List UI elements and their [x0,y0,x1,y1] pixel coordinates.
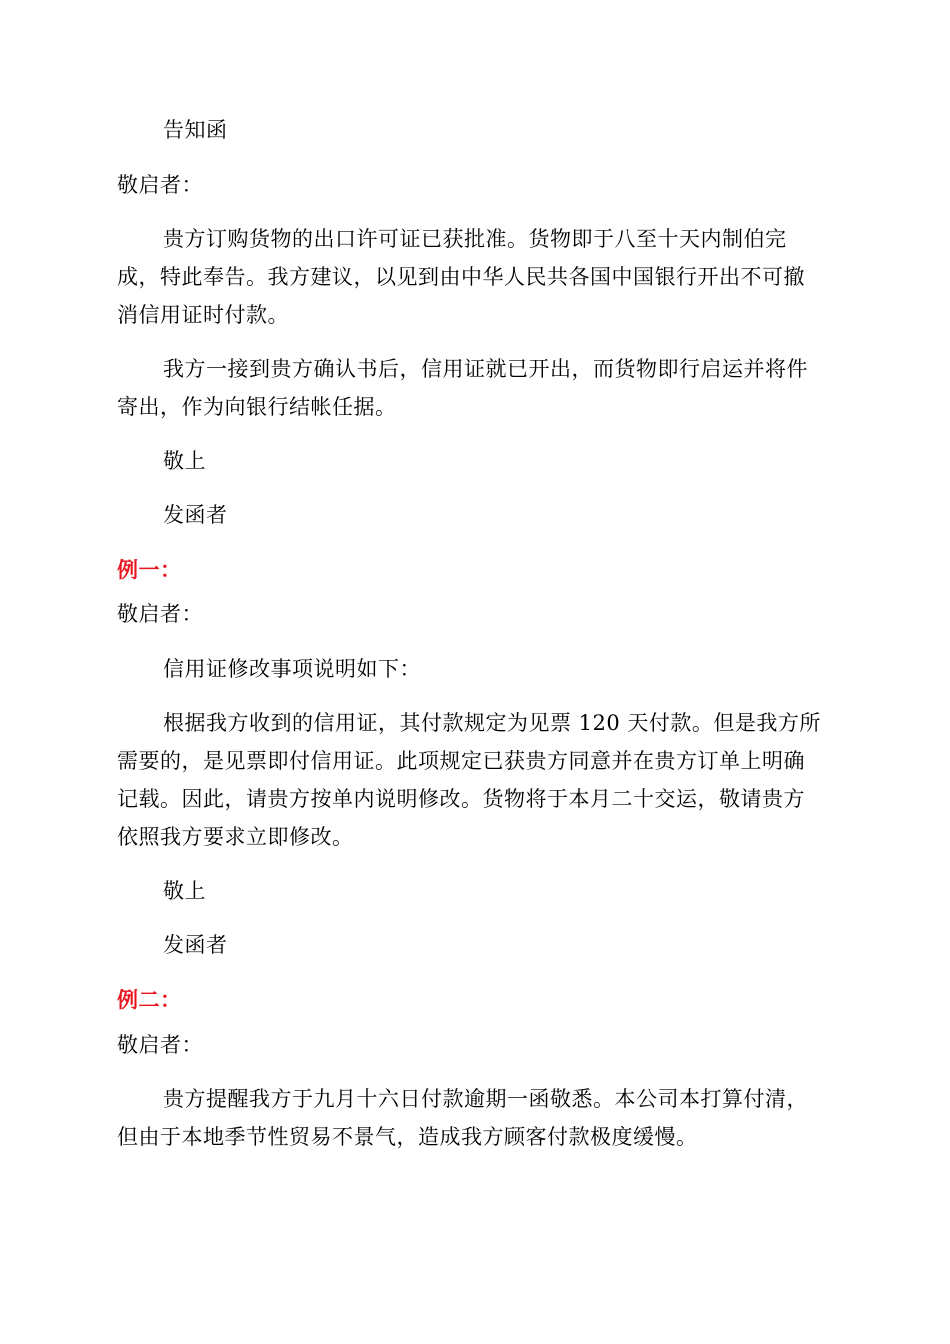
paragraph-line: 记载。因此，请贵方按单内说明修改。货物将于本月二十交运，敬请贵方 [117,787,805,811]
example-heading: 例一： [117,558,182,582]
sender: 发函者 [163,933,228,957]
paragraph-line: 贵方订购货物的出口许可证已获批准。货物即于八至十天内制伯完 [163,227,787,251]
paragraph-line: 贵方提醒我方于九月十六日付款逾期一函敬悉。本公司本打算付清， [163,1087,808,1111]
salutation: 敬启者： [117,173,203,197]
paragraph-line: 消信用证时付款。 [117,303,289,327]
sender: 发函者 [163,503,228,527]
paragraph-line: 我方一接到贵方确认书后，信用证就已开出，而货物即行启运并将件 [163,357,808,381]
paragraph-line: 但由于本地季节性贸易不景气，造成我方顾客付款极度缓慢。 [117,1125,698,1149]
example-heading: 例二： [117,988,182,1012]
paragraph-line: 需要的，是见票即付信用证。此项规定已获贵方同意并在贵方订单上明确 [117,749,805,773]
closing: 敬上 [163,879,206,903]
salutation: 敬启者： [117,602,203,626]
paragraph-line: 成，特此奉告。我方建议，以见到由中华人民共各国中国银行开出不可撤 [117,265,805,289]
paragraph-line: 根据我方收到的信用证，其付款规定为见票 120 天付款。但是我方所 [163,711,821,735]
paragraph-line: 信用证修改事项说明如下： [163,657,421,681]
salutation: 敬启者： [117,1033,203,1057]
paragraph-line: 依照我方要求立即修改。 [117,825,354,849]
paragraph-line: 寄出，作为向银行结帐任据。 [117,395,397,419]
letter-title: 告知函 [163,118,228,142]
closing: 敬上 [163,449,206,473]
